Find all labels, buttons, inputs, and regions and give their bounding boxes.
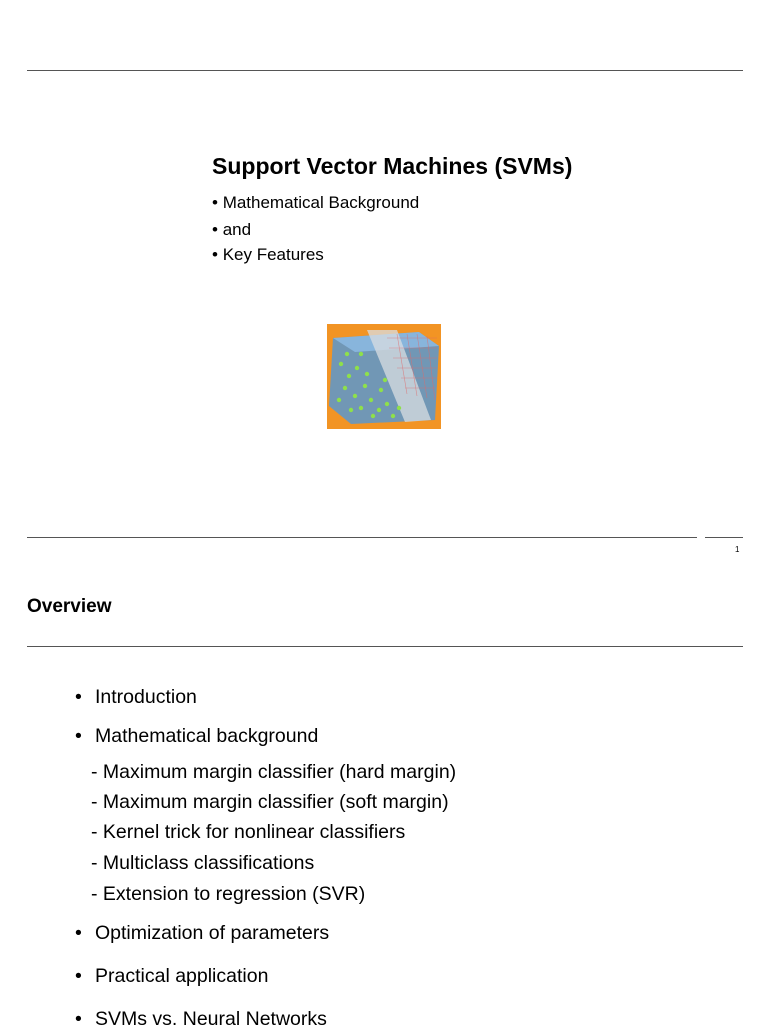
subitem-kernel-trick: - Kernel trick for nonlinear classifiers (91, 821, 406, 843)
bullet-glyph: • (75, 1008, 82, 1030)
page-number-divider (705, 537, 743, 538)
overview-item-introduction (75, 686, 197, 709)
item-text: SVMs vs. Neural Networks (95, 1008, 327, 1030)
subitem-multiclass: - Multiclass classifications (91, 852, 315, 874)
item-text: Optimization of parameters (95, 922, 330, 944)
subitem-hard-margin: - Maximum margin classifier (hard margin) (91, 761, 457, 783)
bullet-text: Mathematical Background (222, 193, 420, 212)
bullet-and (212, 220, 251, 240)
top-divider (27, 70, 743, 71)
overview-item-practical-application (75, 965, 268, 988)
page-number: 1 (735, 545, 740, 554)
bullet-glyph: • (75, 922, 82, 944)
overview-item-svms-vs-neural-networks (75, 1008, 327, 1031)
subitem-soft-margin: - Maximum margin classifier (soft margin) (91, 791, 449, 813)
item-text: Introduction (95, 686, 197, 708)
item-text: Mathematical background (95, 725, 319, 747)
item-text: Practical application (95, 965, 269, 987)
overview-item-mathematical-background (75, 725, 318, 748)
bullet-glyph: • (212, 220, 218, 239)
bullet-key-features (212, 245, 324, 265)
bullet-glyph: • (212, 245, 218, 264)
bullet-glyph: • (75, 965, 82, 987)
overview-divider (27, 646, 743, 647)
slide-bottom-divider (27, 537, 697, 538)
svm-cube-image (327, 324, 441, 429)
slide-title: Support Vector Machines (SVMs) (212, 153, 573, 179)
bullet-glyph: • (75, 725, 82, 747)
overview-title: Overview (27, 596, 112, 617)
bullet-mathematical-background (212, 193, 419, 213)
overview-item-optimization (75, 922, 329, 945)
bullet-text: Key Features (222, 245, 324, 264)
bullet-glyph: • (75, 686, 82, 708)
subitem-svr: - Extension to regression (SVR) (91, 883, 366, 905)
bullet-glyph: • (212, 193, 218, 212)
bullet-text: and (222, 220, 252, 239)
